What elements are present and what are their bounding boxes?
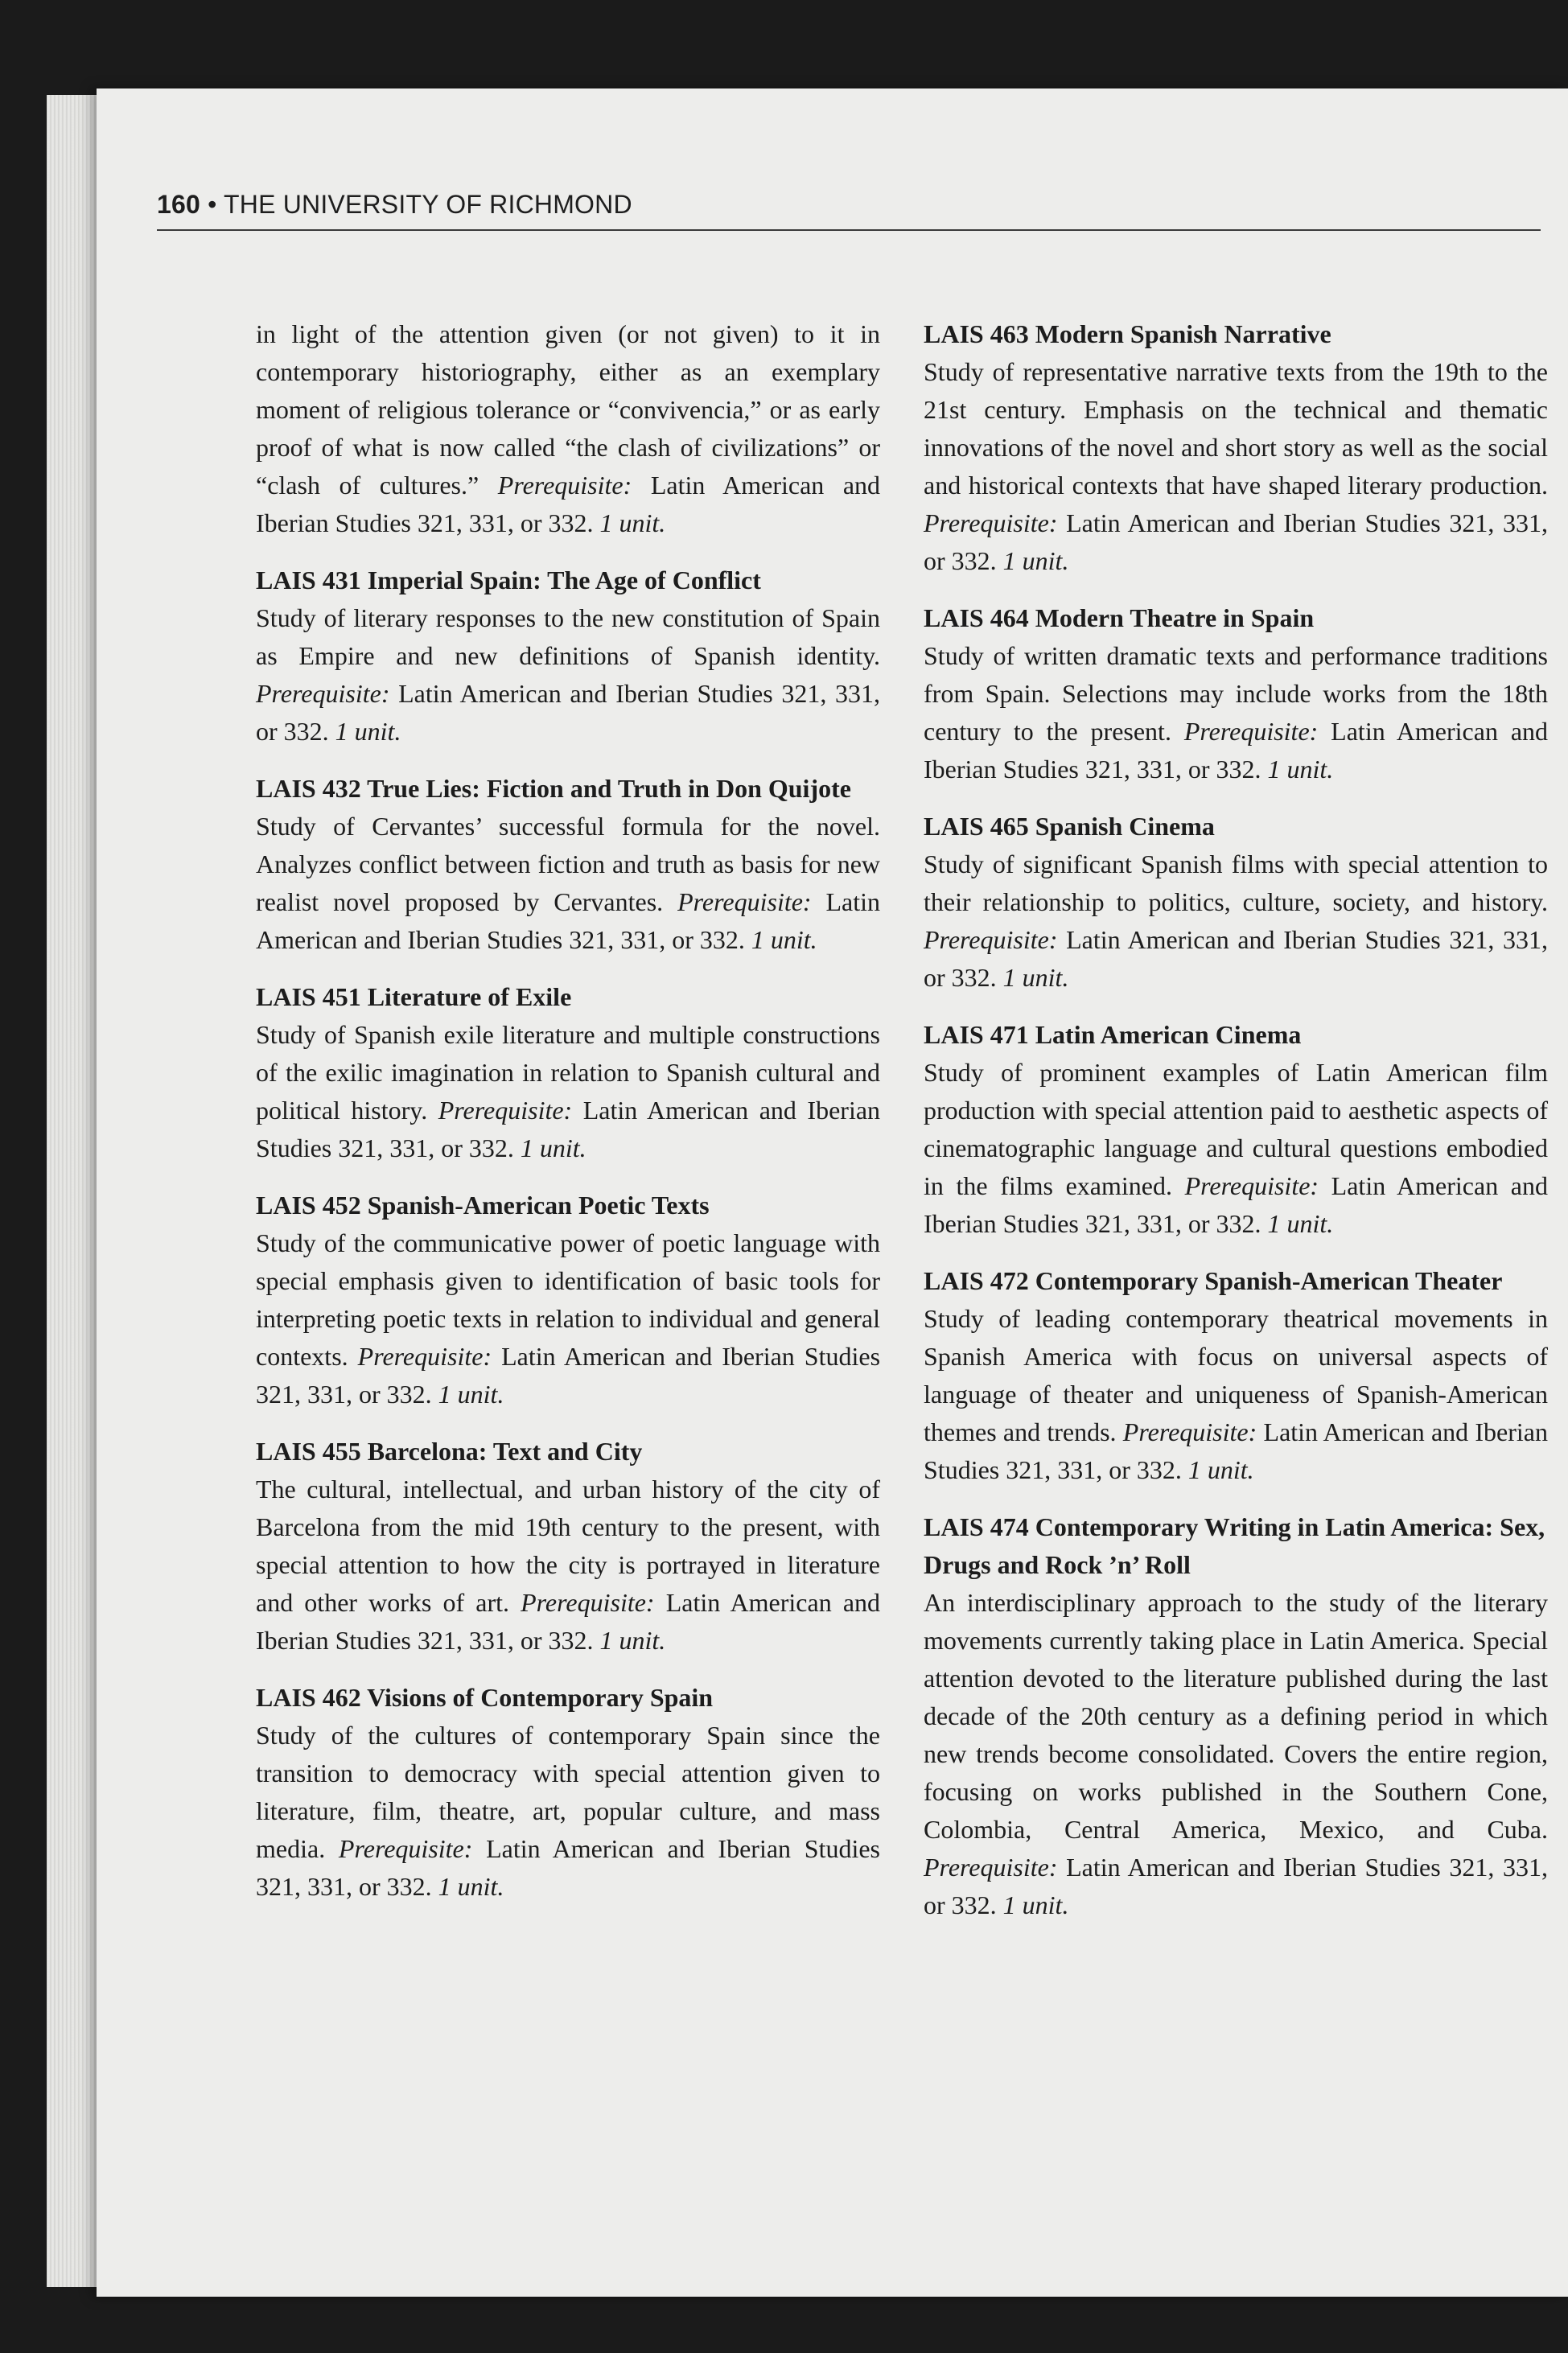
course-description: Study of written dramatic texts and performance traditions from Spain. Selections may include works from the 18th century to the present.	[924, 641, 1548, 746]
course-entry	[924, 808, 1548, 997]
prerequisite-label: Prerequisite:	[497, 471, 632, 500]
course-units: 1 unit.	[1002, 546, 1069, 575]
course-units: 1 unit.	[1187, 1455, 1254, 1484]
course-units: 1 unit.	[335, 717, 401, 746]
course-title: LAIS 464 Modern Theatre in Spain	[924, 603, 1315, 632]
course-entry	[924, 1262, 1548, 1489]
course-title: LAIS 472 Contemporary Spanish-American Theater	[924, 1266, 1503, 1295]
prerequisite-label: Prerequisite:	[677, 887, 812, 916]
continued-course-description	[256, 315, 880, 542]
course-entry	[256, 1187, 880, 1413]
course-title: LAIS 463 Modern Spanish Narrative	[924, 319, 1331, 348]
course-description: Study of significant Spanish films with special attention to their relationship to politics, culture, society, and history.	[924, 849, 1548, 916]
page-number: 160	[157, 190, 200, 219]
course-description: Study of Cervantes’ successful formula for the novel. Analyzes conflict between fiction and truth as basis for new realist novel proposed by Cervantes.	[256, 812, 880, 916]
left-column	[256, 315, 880, 1925]
course-description: Study of literary responses to the new constitution of Spain as Empire and new definitions of Spanish identity.	[256, 603, 880, 670]
prerequisite-label: Prerequisite:	[438, 1096, 573, 1125]
course-title: LAIS 452 Spanish-American Poetic Texts	[256, 1191, 710, 1220]
course-units: 1 unit.	[1267, 1209, 1334, 1238]
course-description: Study of prominent examples of Latin American film production with special attention paid to aesthetic aspects of cinematographic language and cultural questions embodied in the films examined.	[924, 1058, 1548, 1200]
course-entry	[256, 562, 880, 751]
course-entry	[924, 315, 1548, 580]
course-units: 1 unit.	[599, 508, 666, 537]
prerequisite-text: Latin American and Iberian Studies 321, 331, or 332.	[256, 1588, 881, 1655]
running-head-title: THE UNIVERSITY OF RICHMOND	[224, 190, 632, 219]
course-units: 1 unit.	[599, 1626, 666, 1655]
prerequisite-label: Prerequisite:	[924, 1853, 1058, 1882]
course-entry	[924, 1508, 1548, 1924]
running-head-separator: •	[208, 190, 217, 219]
prerequisite-text: Latin American and Iberian Studies 321, 331, or 332.	[924, 1417, 1548, 1484]
prerequisite-label: Prerequisite:	[338, 1834, 473, 1863]
prerequisite-label: Prerequisite:	[1184, 1171, 1319, 1200]
course-units: 1 unit.	[438, 1872, 504, 1901]
course-title: LAIS 471 Latin American Cinema	[924, 1020, 1302, 1049]
course-entry	[256, 1433, 880, 1660]
right-course-list	[924, 315, 1548, 1924]
course-entry	[924, 599, 1548, 788]
course-title: LAIS 431 Imperial Spain: The Age of Conflict	[256, 566, 761, 594]
course-units: 1 unit.	[1002, 1890, 1069, 1919]
prerequisite-text: Latin American and Iberian Studies 321, 331, or 332.	[924, 925, 1549, 992]
prerequisite-text: Latin American and Iberian Studies 321, 331, or 332.	[924, 717, 1549, 784]
course-units: 1 unit.	[751, 925, 817, 954]
right-column	[924, 315, 1548, 1944]
prerequisite-text: Latin American and Iberian Studies 321, 331, or 332.	[924, 1171, 1549, 1238]
course-description: The cultural, intellectual, and urban history of the city of Barcelona from the mid 19th century to the present, with special attention to how the city is portrayed in literature and other works of art.	[256, 1475, 880, 1617]
prerequisite-label: Prerequisite:	[521, 1588, 655, 1617]
course-title: LAIS 432 True Lies: Fiction and Truth in Don Quijote	[256, 774, 851, 803]
fragment-text: in light of the attention given (or not given) to it in contemporary historiography, either as an exemplary moment of religious tolerance or “convivencia,” or as early proof of what is now called “the clash of civilizations” or “clash of cultures.”	[256, 319, 880, 500]
prerequisite-text: Latin American and Iberian Studies 321, 331, or 332.	[256, 679, 881, 746]
prerequisite-label: Prerequisite:	[357, 1342, 492, 1371]
running-head	[157, 190, 1541, 231]
prerequisite-text: Latin American and Iberian Studies 321, 331, or 332.	[256, 1342, 881, 1409]
course-description: An interdisciplinary approach to the study of the literary movements currently taking place in Latin America. Special attention devoted to the literature published during the last decade of the 20th century as a defining period in which new trends become consolidated. Covers the entire region, focusing on works published in the Southern Cone, Colombia, Central America, Mexico, and Cuba.	[924, 1588, 1548, 1844]
left-course-list	[256, 562, 880, 1906]
prerequisite-label: Prerequisite:	[924, 508, 1058, 537]
course-description: Study of the communicative power of poetic language with special emphasis given to identification of basic tools for interpreting poetic texts in relation to individual and general contexts.	[256, 1228, 880, 1371]
course-description: Study of the cultures of contemporary Spain since the transition to democracy with special attention given to literature, film, theatre, art, popular culture, and mass media.	[256, 1721, 880, 1863]
prerequisite-text: Latin American and Iberian Studies 321, 331, or 332.	[256, 887, 881, 954]
course-title: LAIS 462 Visions of Contemporary Spain	[256, 1683, 714, 1712]
course-description: Study of Spanish exile literature and multiple constructions of the exilic imagination in relation to Spanish cultural and political history.	[256, 1020, 880, 1125]
prerequisite-label: Prerequisite:	[1183, 717, 1319, 746]
course-description: Study of representative narrative texts from the 19th to the 21st century. Emphasis on the technical and thematic innovations of the novel and short story as well as the social and historical contexts that have shaped literary production.	[924, 357, 1548, 500]
course-entry	[256, 770, 880, 959]
prerequisite-text: Latin American and Iberian Studies 321, 331, or 332.	[256, 1834, 881, 1901]
course-title: LAIS 465 Spanish Cinema	[924, 812, 1215, 841]
course-units: 1 unit.	[1002, 963, 1069, 992]
prerequisite-text: Latin American and Iberian Studies 321, 331, or 332.	[924, 1853, 1549, 1919]
course-description: Study of leading contemporary theatrical movements in Spanish America with focus on universal aspects of language of theater and uniqueness of Spanish-American themes and trends.	[924, 1304, 1548, 1446]
course-units: 1 unit.	[1267, 755, 1334, 784]
course-title: LAIS 455 Barcelona: Text and City	[256, 1437, 643, 1466]
prerequisite-label: Prerequisite:	[924, 925, 1058, 954]
prerequisite-text: Latin American and Iberian Studies 321, 331, or 332.	[924, 508, 1549, 575]
prerequisite-text: Latin American and Iberian Studies 321, 331, or 332.	[256, 1096, 881, 1162]
course-title: LAIS 474 Contemporary Writing in Latin America: Sex, Drugs and Rock ’n’ Roll	[924, 1512, 1545, 1579]
prerequisite-label: Prerequisite:	[1122, 1417, 1257, 1446]
course-units: 1 unit.	[520, 1133, 586, 1162]
course-entry	[256, 1679, 880, 1906]
prerequisite-label: Prerequisite:	[256, 679, 390, 708]
prerequisite-text: Latin American and Iberian Studies 321, 331, or 332.	[256, 471, 881, 537]
course-units: 1 unit.	[438, 1380, 504, 1409]
course-entry	[256, 978, 880, 1167]
course-title: LAIS 451 Literature of Exile	[256, 982, 572, 1011]
course-entry	[924, 1016, 1548, 1243]
